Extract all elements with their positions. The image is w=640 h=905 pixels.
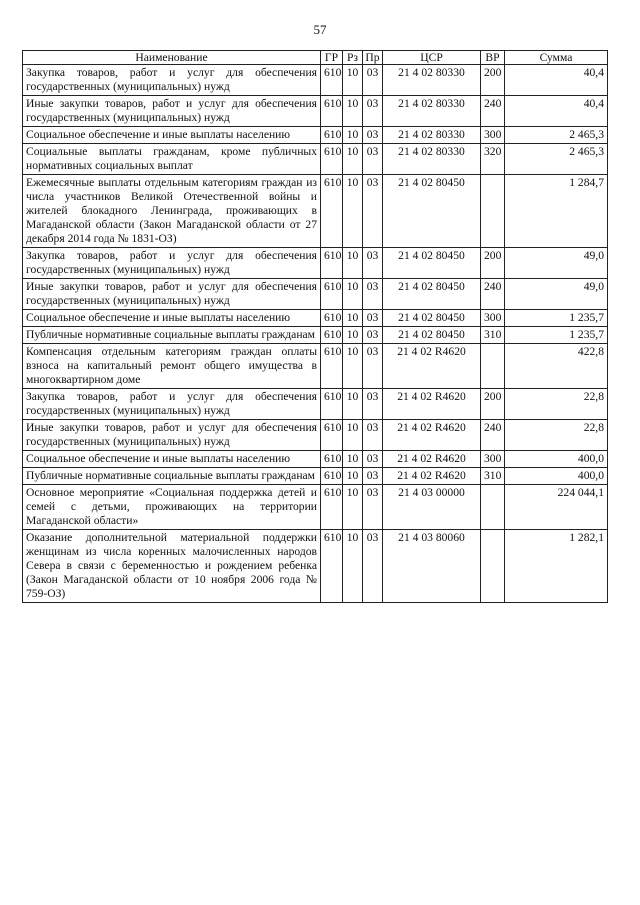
- row-csr: 21 4 02 80450: [383, 175, 481, 248]
- row-csr: 21 4 02 80330: [383, 144, 481, 175]
- row-sum: 40,4: [505, 96, 608, 127]
- table-row: [23, 144, 608, 175]
- row-gr: 610: [321, 127, 343, 144]
- row-gr: 610: [321, 327, 343, 344]
- row-pr: 03: [363, 175, 383, 248]
- row-sum: 224 044,1: [505, 485, 608, 530]
- header-csr: ЦСР: [383, 51, 481, 65]
- row-gr: 610: [321, 248, 343, 279]
- row-csr: 21 4 02 R4620: [383, 451, 481, 468]
- row-vr: 200: [481, 248, 505, 279]
- row-rz: 10: [343, 327, 363, 344]
- row-name: Иные закупки товаров, работ и услуг для обеспечения государственных (муниципальных) нужд: [23, 279, 321, 310]
- row-gr: 610: [321, 389, 343, 420]
- table-row: [23, 96, 608, 127]
- row-gr: 610: [321, 485, 343, 530]
- row-pr: 03: [363, 530, 383, 603]
- row-name: Публичные нормативные социальные выплаты гражданам: [23, 327, 321, 344]
- row-name: Основное мероприятие «Социальная поддержка детей и семей с детьми, проживающих на территории Магаданской области»: [23, 485, 321, 530]
- row-sum: 1 284,7: [505, 175, 608, 248]
- row-sum: 2 465,3: [505, 127, 608, 144]
- row-name: Иные закупки товаров, работ и услуг для обеспечения государственных (муниципальных) нужд: [23, 96, 321, 127]
- row-sum: 2 465,3: [505, 144, 608, 175]
- row-csr: 21 4 02 R4620: [383, 344, 481, 389]
- table-row: [23, 310, 608, 327]
- row-rz: 10: [343, 468, 363, 485]
- row-pr: 03: [363, 279, 383, 310]
- row-vr: 300: [481, 127, 505, 144]
- header-name: Наименование: [23, 51, 321, 65]
- row-vr: [481, 344, 505, 389]
- table-row: [23, 389, 608, 420]
- row-rz: 10: [343, 451, 363, 468]
- table-row: [23, 344, 608, 389]
- row-vr: 300: [481, 451, 505, 468]
- row-rz: 10: [343, 279, 363, 310]
- header-rz: Рз: [343, 51, 363, 65]
- row-rz: 10: [343, 530, 363, 603]
- row-pr: 03: [363, 144, 383, 175]
- table-row: [23, 530, 608, 603]
- table-row: [23, 468, 608, 485]
- row-rz: 10: [343, 389, 363, 420]
- page-number: 57: [313, 22, 327, 37]
- budget-table: [22, 50, 608, 603]
- row-name: Иные закупки товаров, работ и услуг для обеспечения государственных (муниципальных) нужд: [23, 420, 321, 451]
- table-row: [23, 485, 608, 530]
- row-gr: 610: [321, 344, 343, 389]
- row-gr: 610: [321, 530, 343, 603]
- row-gr: 610: [321, 96, 343, 127]
- row-rz: 10: [343, 144, 363, 175]
- header-pr: Пр: [363, 51, 383, 65]
- header-vr: ВР: [481, 51, 505, 65]
- table-row: [23, 451, 608, 468]
- header-gr: ГР: [321, 51, 343, 65]
- row-rz: 10: [343, 485, 363, 530]
- row-csr: 21 4 02 80330: [383, 65, 481, 96]
- row-name: Социальные выплаты гражданам, кроме публичных нормативных социальных выплат: [23, 144, 321, 175]
- row-name: Оказание дополнительной материальной поддержки женщинам из числа коренных малочисленных народов Севера в связи с беременностью и рождением ребенка (Закон Магаданской области от 10 ноября 2006 года № 759-ОЗ): [23, 530, 321, 603]
- row-csr: 21 4 02 R4620: [383, 468, 481, 485]
- row-sum: 422,8: [505, 344, 608, 389]
- row-csr: 21 4 02 80330: [383, 127, 481, 144]
- row-name: Закупка товаров, работ и услуг для обеспечения государственных (муниципальных) нужд: [23, 65, 321, 96]
- row-gr: 610: [321, 65, 343, 96]
- table-row: [23, 65, 608, 96]
- row-sum: 40,4: [505, 65, 608, 96]
- row-gr: 610: [321, 420, 343, 451]
- row-csr: 21 4 03 80060: [383, 530, 481, 603]
- row-gr: 610: [321, 310, 343, 327]
- row-rz: 10: [343, 310, 363, 327]
- row-sum: 1 235,7: [505, 327, 608, 344]
- row-vr: 300: [481, 310, 505, 327]
- row-sum: 400,0: [505, 451, 608, 468]
- row-pr: 03: [363, 389, 383, 420]
- row-rz: 10: [343, 420, 363, 451]
- row-vr: 200: [481, 65, 505, 96]
- row-rz: 10: [343, 127, 363, 144]
- row-pr: 03: [363, 451, 383, 468]
- row-csr: 21 4 02 R4620: [383, 420, 481, 451]
- row-pr: 03: [363, 468, 383, 485]
- row-vr: [481, 530, 505, 603]
- row-rz: 10: [343, 65, 363, 96]
- row-rz: 10: [343, 96, 363, 127]
- row-csr: 21 4 02 80450: [383, 248, 481, 279]
- row-rz: 10: [343, 175, 363, 248]
- row-pr: 03: [363, 310, 383, 327]
- row-csr: 21 4 02 80450: [383, 310, 481, 327]
- row-csr: 21 4 02 80330: [383, 96, 481, 127]
- row-gr: 610: [321, 175, 343, 248]
- row-pr: 03: [363, 327, 383, 344]
- row-vr: 240: [481, 96, 505, 127]
- row-name: Закупка товаров, работ и услуг для обеспечения государственных (муниципальных) нужд: [23, 248, 321, 279]
- row-vr: 310: [481, 327, 505, 344]
- row-sum: 400,0: [505, 468, 608, 485]
- row-name: Публичные нормативные социальные выплаты гражданам: [23, 468, 321, 485]
- row-name: Социальное обеспечение и иные выплаты населению: [23, 310, 321, 327]
- row-csr: 21 4 02 80450: [383, 327, 481, 344]
- header-sum: Сумма: [505, 51, 608, 65]
- row-vr: 240: [481, 420, 505, 451]
- row-name: Социальное обеспечение и иные выплаты населению: [23, 127, 321, 144]
- row-vr: 310: [481, 468, 505, 485]
- row-csr: 21 4 02 80450: [383, 279, 481, 310]
- row-rz: 10: [343, 344, 363, 389]
- row-pr: 03: [363, 248, 383, 279]
- row-pr: 03: [363, 344, 383, 389]
- row-name: Социальное обеспечение и иные выплаты населению: [23, 451, 321, 468]
- row-pr: 03: [363, 127, 383, 144]
- row-name: Ежемесячные выплаты отдельным категориям граждан из числа участников Великой Отечественной войны и жителей блокадного Ленинграда, проживающих в Магаданской области (Закон Магаданской области от 27 декабря 2014 года № 1831-ОЗ): [23, 175, 321, 248]
- row-pr: 03: [363, 485, 383, 530]
- row-rz: 10: [343, 248, 363, 279]
- row-vr: 320: [481, 144, 505, 175]
- row-vr: 200: [481, 389, 505, 420]
- row-vr: [481, 485, 505, 530]
- row-vr: [481, 175, 505, 248]
- row-name: Закупка товаров, работ и услуг для обеспечения государственных (муниципальных) нужд: [23, 389, 321, 420]
- row-gr: 610: [321, 279, 343, 310]
- row-gr: 610: [321, 144, 343, 175]
- row-sum: 49,0: [505, 248, 608, 279]
- table-row: [23, 248, 608, 279]
- row-sum: 22,8: [505, 420, 608, 451]
- row-csr: 21 4 02 R4620: [383, 389, 481, 420]
- table-row: [23, 279, 608, 310]
- row-sum: 1 235,7: [505, 310, 608, 327]
- table-row: [23, 327, 608, 344]
- row-pr: 03: [363, 65, 383, 96]
- row-pr: 03: [363, 420, 383, 451]
- table-header-row: [23, 51, 608, 65]
- table-row: [23, 175, 608, 248]
- row-sum: 22,8: [505, 389, 608, 420]
- table-row: [23, 127, 608, 144]
- row-gr: 610: [321, 451, 343, 468]
- row-csr: 21 4 03 00000: [383, 485, 481, 530]
- row-vr: 240: [481, 279, 505, 310]
- table-row: [23, 420, 608, 451]
- row-sum: 49,0: [505, 279, 608, 310]
- row-gr: 610: [321, 468, 343, 485]
- row-pr: 03: [363, 96, 383, 127]
- row-sum: 1 282,1: [505, 530, 608, 603]
- row-name: Компенсация отдельным категориям граждан оплаты взноса на капитальный ремонт общего имущества в многоквартирном доме: [23, 344, 321, 389]
